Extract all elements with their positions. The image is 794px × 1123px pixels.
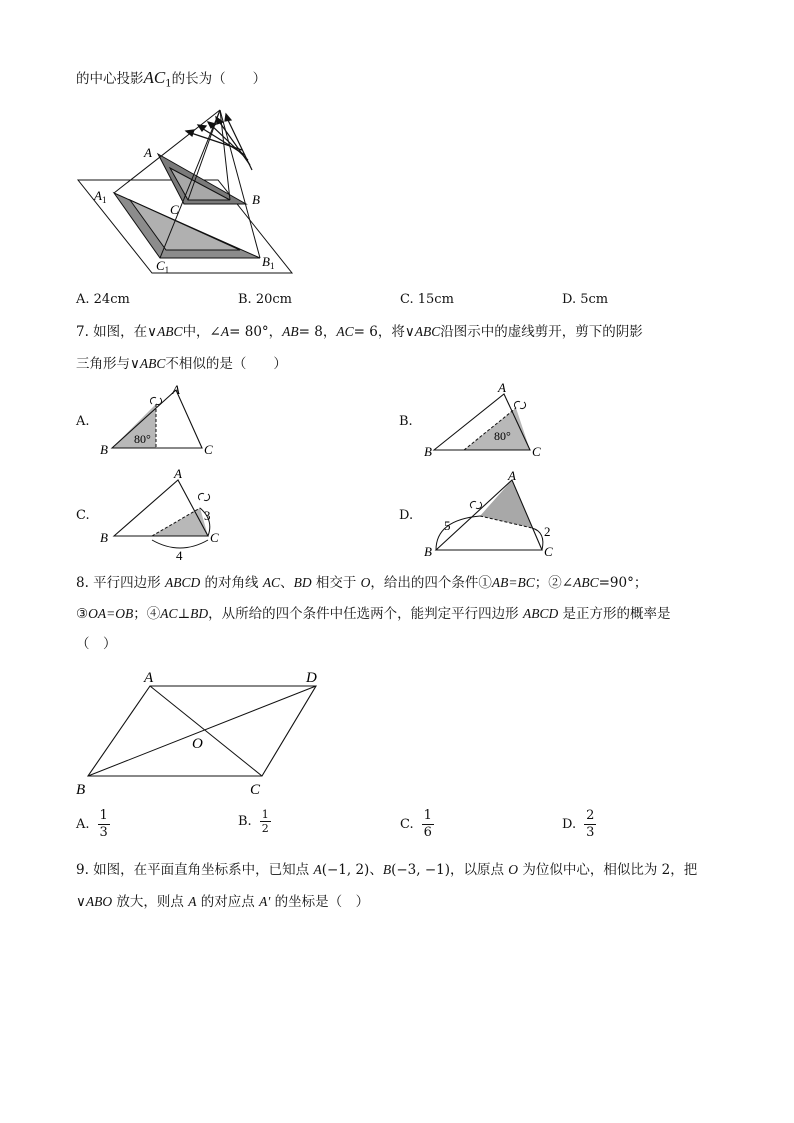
q6-label-B1: $B_1$: [262, 254, 275, 271]
q6-label-C: C: [170, 202, 179, 217]
q9-math: (−3, −1): [391, 862, 450, 878]
q8-label-D: D: [306, 670, 317, 686]
q8-text: 相交于: [311, 575, 361, 591]
q9-question-line2: [76, 892, 369, 912]
q8-option-b[interactable]: [238, 808, 271, 835]
q7-math: A: [220, 324, 230, 339]
q7b-label-A: A: [498, 380, 506, 395]
q7-question-line2: [76, 354, 287, 374]
q7d-side2-label: 2: [544, 524, 551, 539]
fraction-numerator: 2: [586, 808, 595, 823]
q8-question-line1: [76, 573, 647, 593]
q7-question-line1: [76, 322, 643, 342]
q9-question-line1: [76, 860, 697, 880]
q9-text: ，以原点: [450, 862, 509, 878]
q8-option-d-fraction: [584, 808, 596, 841]
scissors-icon: [198, 493, 209, 500]
q7d-label-B: B: [424, 544, 432, 559]
q7b-angle-label: 80°: [494, 429, 511, 443]
q7-text: = 6，将∨: [353, 324, 415, 340]
q7-option-d-figure[interactable]: [420, 468, 570, 564]
q8-question-line3: （ ）: [76, 636, 117, 652]
q7-text: = 8，: [298, 324, 337, 340]
q9-math: B: [382, 862, 392, 877]
fraction-denominator: 3: [99, 825, 108, 840]
q9-text: 的对应点: [196, 894, 260, 910]
q8-label-O: O: [192, 736, 203, 752]
q7-text: 沿图示中的虚线剪开，剪下的阴影: [440, 324, 643, 340]
q6-option-c[interactable]: C. 15cm: [400, 292, 454, 307]
fraction-denominator: 6: [423, 825, 432, 840]
q8-option-c[interactable]: [400, 808, 434, 841]
q8-math: OA=OB: [88, 606, 134, 621]
q8-math: BD: [293, 575, 312, 590]
q7c-side2-label: 4: [176, 548, 183, 563]
q8-diagonal-ac: [150, 686, 262, 776]
q6-tail-text: 的中心投影: [76, 71, 144, 87]
q7-text: 7. 如图，在∨: [76, 324, 158, 340]
fraction-numerator: 1: [99, 808, 108, 823]
q8-math: ABCD: [522, 606, 559, 621]
q7c-shaded-triangle: [152, 508, 208, 536]
q8-math: O: [360, 575, 371, 590]
fraction-numerator: 1: [423, 808, 432, 823]
q8-option-c-fraction: [422, 808, 434, 841]
q8-math: AB=BC: [491, 575, 535, 590]
q7-option-a-letter[interactable]: A.: [76, 414, 90, 429]
q6-label-C1: $C_1$: [156, 258, 170, 275]
q8-math: AC: [262, 575, 281, 590]
q7a-angle-label: 80°: [134, 432, 151, 446]
q7a-label-C: C: [204, 442, 213, 457]
q8-parallelogram-figure: [70, 664, 340, 804]
q7-option-b-letter[interactable]: B.: [399, 414, 413, 429]
q8-diagonal-bd: [88, 686, 316, 776]
q7-math: ABC: [414, 324, 441, 339]
q8-option-b-fraction: [260, 808, 271, 835]
q7b-label-C: C: [532, 444, 541, 459]
q6-tail-sub: 1: [165, 78, 172, 90]
q8-option-b-letter: B.: [238, 814, 252, 829]
q8-option-d-letter: D.: [562, 817, 577, 832]
q9-text: 9. 如图，在平面直角坐标系中，已知点: [76, 862, 314, 878]
scissors-icon: [470, 501, 481, 508]
q8-text: 、: [280, 575, 294, 591]
q9-text: 为位似中心，相似比为 2，把: [518, 862, 698, 878]
q7-option-a-figure[interactable]: [96, 380, 226, 460]
q7d-side1-label: 5: [444, 518, 451, 533]
q8-text: =90°；: [598, 575, 648, 591]
q8-question-line2: [76, 604, 671, 624]
q8-text: 的对角线: [200, 575, 263, 591]
fraction-denominator: 3: [586, 825, 595, 840]
q8-option-c-letter: C.: [400, 817, 414, 832]
q9-math: A: [188, 894, 197, 909]
q8-label-C: C: [250, 782, 261, 798]
fraction-denominator: 2: [261, 822, 269, 835]
q9-math: ABO: [85, 894, 113, 909]
q7c-label-C: C: [210, 530, 219, 545]
q8-option-d[interactable]: [562, 808, 596, 841]
q9-math: (−1, 2): [321, 862, 370, 878]
q6-tail-end: 的长为（ ）: [171, 71, 267, 87]
q7c-label-A: A: [174, 466, 182, 481]
fraction-numerator: 1: [261, 808, 269, 821]
q7c-label-B: B: [100, 530, 108, 545]
q7-math: ABC: [157, 324, 183, 339]
q8-option-a-letter: A.: [76, 817, 90, 832]
q6-arrows: [186, 114, 252, 170]
q8-label-A: A: [144, 670, 154, 686]
q6-projection-figure: [70, 100, 300, 280]
q7a-label-A: A: [172, 382, 180, 397]
q7-math: AB: [282, 324, 299, 339]
q8-text: 8. 平行四边形: [76, 575, 165, 591]
q7-option-c-letter[interactable]: C.: [76, 508, 90, 523]
q6-label-A: A: [144, 145, 152, 160]
q7-option-d-letter[interactable]: D.: [399, 508, 414, 523]
q7-text: 不相似的是（ ）: [165, 356, 287, 372]
q8-text: ，从所给的四个条件中任选两个，能判定平行四边形: [208, 606, 523, 622]
q9-text: ∨: [76, 894, 86, 910]
q7-text: 中，∠: [182, 324, 221, 340]
q8-text: ；④: [133, 606, 161, 622]
q7-option-b-figure[interactable]: [420, 378, 560, 462]
q6-label-B: B: [252, 192, 260, 207]
q8-text: ③: [76, 606, 89, 622]
q7c-side1-label: 3: [204, 508, 211, 523]
scissors-icon: [150, 397, 161, 404]
q6-label-A1: $A_1$: [94, 188, 107, 205]
q6-question-tail: [76, 68, 266, 95]
q6-option-b[interactable]: B. 20cm: [238, 292, 292, 307]
q7-text: = 80°，: [229, 324, 283, 340]
q8-text: ；②∠: [534, 575, 574, 591]
scissors-icon: [514, 401, 525, 408]
q9-math: A: [313, 862, 322, 877]
q8-text: ，给出的四个条件①: [370, 575, 492, 591]
q9-text: 放大，则点: [112, 894, 189, 910]
q8-label-B: B: [76, 782, 86, 798]
q7d-side-arc-left: [436, 516, 480, 550]
q6-option-a[interactable]: A. 24cm: [76, 292, 130, 307]
q7-option-c-figure[interactable]: [96, 464, 236, 564]
q8-math: ABCD: [164, 575, 201, 590]
q7a-label-B: B: [100, 442, 108, 457]
q6-option-d[interactable]: D. 5cm: [562, 292, 609, 307]
q7d-shaded-triangle: [480, 480, 532, 528]
q8-math: ABC: [573, 575, 599, 590]
q9-math: O: [508, 862, 519, 877]
q6-tail-math: AC: [143, 68, 166, 87]
q9-text: 的坐标是（ ）: [270, 894, 370, 910]
q8-text: 是正方形的概率是: [558, 606, 671, 622]
q7-math: AC: [336, 324, 354, 339]
q7d-label-A: A: [508, 468, 516, 483]
q8-option-a[interactable]: [76, 808, 110, 841]
q7b-label-B: B: [424, 444, 432, 459]
q7-text: 三角形与∨: [76, 356, 140, 372]
q7d-label-C: C: [544, 544, 553, 559]
q9-text: 、: [369, 862, 383, 878]
q7-math: ABC: [139, 356, 166, 371]
q8-math: AC⊥BD: [160, 606, 209, 621]
q9-math: A′: [259, 894, 271, 909]
q8-option-a-fraction: [98, 808, 110, 841]
q7c-base-arc: [152, 540, 208, 548]
